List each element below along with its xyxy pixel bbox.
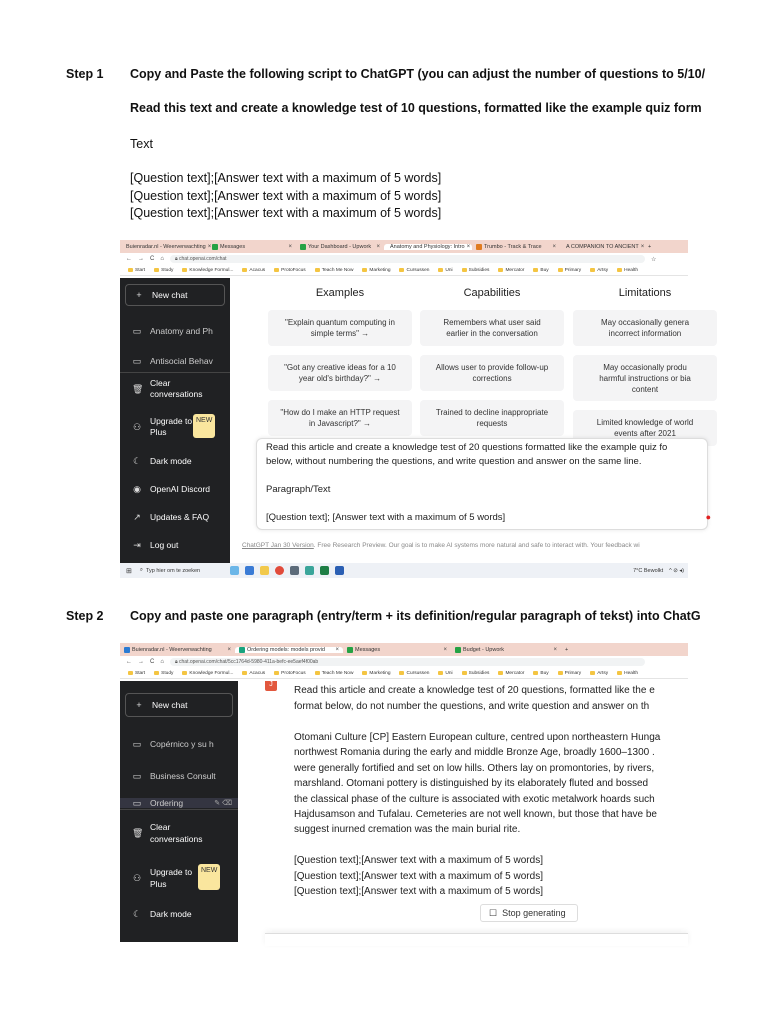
- chrome-icon[interactable]: [275, 566, 284, 575]
- discord-link[interactable]: ◉ OpenAI Discord: [133, 483, 210, 494]
- system-tray-icon[interactable]: ^ ⊘ ◂): [669, 567, 684, 574]
- limitation-card: Limited knowledge of world events after 2021: [573, 410, 717, 446]
- prompt-input-box[interactable]: [256, 438, 711, 530]
- browser-tab[interactable]: Messages ×: [343, 647, 451, 653]
- bookmark[interactable]: Artsy: [590, 268, 608, 273]
- chat-history-item[interactable]: ▭ Antisocial Behav: [132, 355, 213, 366]
- bookmark[interactable]: Health: [617, 268, 638, 273]
- bookmark[interactable]: Artsy: [590, 671, 608, 676]
- user-icon: ⚇: [132, 421, 142, 432]
- chat-input-box[interactable]: [265, 933, 688, 946]
- upgrade-plus-button[interactable]: ⚇ Upgrade to Plus: [132, 416, 193, 437]
- bookmark[interactable]: Buy: [533, 268, 548, 273]
- limitation-card: May occasionally genera incorrect information: [573, 310, 717, 346]
- step2-instruction: Copy and paste one paragraph (entry/term + its definition/regular paragraph of tekst) into ChatG: [130, 609, 701, 623]
- logout-icon: ⇥: [133, 539, 141, 550]
- version-link[interactable]: ChatGPT Jan 30 Version: [242, 542, 314, 549]
- send-icon[interactable]: ●: [705, 512, 711, 522]
- sidebar-divider: [120, 809, 238, 810]
- browser-tab[interactable]: Your Dashboard - Upwork ×: [296, 244, 384, 250]
- taskbar-search[interactable]: ⌕ Typ hier om te zoeken: [139, 567, 201, 574]
- screenshot-1: [120, 240, 711, 578]
- folder-icon: [315, 671, 320, 675]
- browser-tab-active[interactable]: Ordering models: models provid ×: [235, 647, 343, 653]
- trash-icon: 🗑︎: [132, 383, 144, 394]
- close-icon[interactable]: ×: [640, 243, 645, 250]
- step2-label: Step 2: [66, 609, 104, 623]
- step1-text-label: Text: [130, 137, 153, 151]
- close-icon[interactable]: ×: [227, 646, 231, 653]
- step1-instruction: Copy and Paste the following script to ChatGPT (you can adjust the number of questions to 5/10/: [130, 67, 706, 81]
- capability-card: Allows user to provide follow-up corrections: [420, 355, 564, 391]
- chat-bubble-icon: ▭: [132, 355, 142, 366]
- folder-icon: [274, 671, 279, 675]
- new-badge: NEW: [198, 864, 220, 890]
- bookmark[interactable]: Cursussen: [399, 671, 429, 676]
- chat-bubble-icon: ▭: [132, 797, 142, 808]
- upgrade-plus-button[interactable]: ⚇ Upgrade to Plus: [132, 867, 193, 889]
- forward-icon[interactable]: →: [138, 256, 144, 262]
- browser-tab[interactable]: Trumbo - Track & Trace ×: [472, 244, 560, 250]
- bookmark[interactable]: Primary: [558, 671, 582, 676]
- message-line: the classical phase of the culture is associated with exotic metalwork hoards such: [294, 794, 655, 805]
- close-icon[interactable]: ×: [288, 243, 292, 250]
- discord-icon: ◉: [133, 483, 141, 494]
- limitation-card: May occasionally produ harmful instructions or bia content: [573, 355, 717, 401]
- folder-icon: [399, 268, 404, 272]
- chat-bubble-icon: ▭: [132, 325, 142, 336]
- bookmark[interactable]: Buy: [533, 671, 548, 676]
- capabilities-heading: Capabilities: [463, 287, 521, 299]
- folder-icon: [438, 671, 443, 675]
- bookmark[interactable]: Teach Me Now: [315, 268, 354, 273]
- message-line: marshland. Otomani pottery is distinguished by its elaborately fluted and bossed: [294, 778, 649, 789]
- lock-icon: 🔒︎: [174, 659, 180, 665]
- folder-icon: [498, 671, 503, 675]
- favicon-icon: [347, 647, 353, 653]
- folder-icon: [590, 671, 595, 675]
- close-icon[interactable]: ×: [443, 646, 447, 653]
- trash-icon: 🗑︎: [132, 827, 144, 838]
- app-icon[interactable]: [260, 566, 269, 575]
- dark-mode-toggle[interactable]: ☾ Dark mode: [132, 455, 192, 466]
- example-card[interactable]: "Got any creative ideas for a 10 year old's birthday?" →: [268, 355, 412, 391]
- browser-tabbar: [120, 240, 688, 253]
- home-icon[interactable]: ⌂: [160, 256, 164, 262]
- browser-tab[interactable]: Buienradar.nl - Weerverwachting ×: [120, 647, 235, 653]
- step1-label: Step 1: [66, 67, 104, 81]
- template-line: [Question text];[Answer text with a maximum of 5 words]: [130, 189, 442, 203]
- message-line: Read this article and create a knowledge test of 20 questions, formatted like the e: [294, 685, 655, 696]
- clear-conversations-button[interactable]: 🗑︎ Clear conversations: [132, 822, 203, 844]
- favicon-icon: [455, 647, 461, 653]
- bookmark[interactable]: Subsidies: [462, 671, 490, 676]
- chat-history-item[interactable]: ▭ Anatomy and Ph: [132, 325, 213, 336]
- browser-tab[interactable]: A COMPANION TO ANCIENT ×: [566, 243, 645, 250]
- plus-icon: +: [136, 700, 142, 710]
- bookmark[interactable]: Mercator: [498, 268, 524, 273]
- close-icon[interactable]: ×: [552, 243, 556, 250]
- folder-icon: [617, 671, 622, 675]
- folder-icon: [533, 268, 538, 272]
- browser-tabbar: [120, 643, 688, 656]
- folder-icon: [558, 671, 563, 675]
- app-icon[interactable]: [230, 566, 239, 575]
- folder-icon: [438, 268, 443, 272]
- url-input[interactable]: 🔒︎ chat.openai.com/chat: [170, 255, 645, 263]
- message-line: [Question text];[Answer text with a maximum of 5 words]: [294, 855, 543, 866]
- back-icon[interactable]: ←: [126, 256, 132, 262]
- app-icon[interactable]: [245, 566, 254, 575]
- bookmarks-bar: [120, 668, 688, 679]
- template-line: [Question text];[Answer text with a maximum of 5 words]: [130, 206, 442, 220]
- close-icon[interactable]: ×: [207, 243, 212, 250]
- example-card[interactable]: "How do I make an HTTP request in Javascript?" →: [268, 400, 412, 436]
- browser-tab-active[interactable]: Anatomy and Physiology: Intro ×: [384, 244, 472, 250]
- template-line: [Question text];[Answer text with a maximum of 5 words]: [130, 171, 442, 185]
- chat-sidebar: [120, 681, 238, 942]
- lock-icon: 🔒︎: [174, 256, 180, 262]
- bookmark[interactable]: Teach Me Now: [315, 671, 354, 676]
- user-avatar: J: [265, 681, 277, 691]
- browser-tab[interactable]: Budget - Upwork ×: [451, 647, 561, 653]
- star-icon[interactable]: ☆: [650, 256, 657, 263]
- sidebar-divider: [120, 372, 230, 373]
- new-tab-icon[interactable]: +: [648, 243, 652, 250]
- limitations-heading: Limitations: [618, 287, 672, 299]
- examples-heading: Examples: [315, 287, 365, 299]
- close-icon[interactable]: ×: [376, 243, 380, 250]
- favicon-icon: [124, 647, 130, 653]
- reload-icon[interactable]: C: [150, 659, 155, 665]
- forward-icon[interactable]: →: [138, 659, 144, 665]
- folder-icon: [462, 268, 467, 272]
- folder-icon: [182, 268, 187, 272]
- search-icon: ⌕: [139, 567, 143, 573]
- new-chat-button[interactable]: + New chat: [125, 693, 233, 717]
- folder-icon: [362, 671, 367, 675]
- chat-bubble-icon: ▭: [132, 738, 142, 749]
- prompt-line: [Question text]; [Answer text with a maximum of 5 words]: [266, 512, 506, 523]
- bookmark[interactable]: Health: [617, 671, 638, 676]
- folder-icon: [462, 671, 467, 675]
- folder-icon: [128, 671, 133, 675]
- folder-icon: [274, 268, 279, 272]
- prompt-line: Paragraph/Text: [266, 484, 331, 495]
- word-icon[interactable]: [335, 566, 344, 575]
- new-tab-icon[interactable]: +: [565, 646, 569, 653]
- dark-mode-toggle[interactable]: ☾ Dark mode: [132, 908, 192, 919]
- example-card[interactable]: "Explain quantum computing in simple terms" →: [268, 310, 412, 346]
- back-icon[interactable]: ←: [126, 659, 132, 665]
- message-line: were generally fortified and set on low hills. Others lay on promontories, by rivers,: [294, 763, 655, 774]
- browser-tab[interactable]: Buienradar.nl - Weerverwachting ×: [126, 243, 212, 250]
- stop-icon: ☐: [489, 907, 498, 918]
- user-icon: ⚇: [132, 872, 142, 883]
- weather-widget[interactable]: 7°C Bewolkt: [633, 567, 664, 574]
- message-line: suggest inurned cremation was the main burial rite.: [294, 824, 521, 835]
- favicon-icon: [300, 244, 306, 250]
- bookmark[interactable]: Start: [128, 268, 145, 273]
- step1-prompt: Read this text and create a knowledge test of 10 questions, formatted like the example quiz form: [130, 101, 702, 115]
- bookmark[interactable]: Subsidies: [462, 268, 490, 273]
- windows-taskbar: [120, 563, 688, 578]
- stop-generating-button[interactable]: ☐ Stop generating: [480, 904, 578, 922]
- reload-icon[interactable]: C: [150, 256, 155, 262]
- bookmark[interactable]: Uni: [438, 671, 452, 676]
- browser-tab[interactable]: Messages ×: [208, 244, 296, 250]
- chat-history-item[interactable]: ▭ Business Consult: [132, 770, 216, 781]
- message-line: northwest Romania during the early and middle Bronze Age, broadly 1600–1300 .: [294, 747, 655, 758]
- prompt-line: below, without numbering the questions, and write question and answer on the same line.: [266, 456, 642, 467]
- external-link-icon: ↗: [133, 511, 141, 522]
- close-icon[interactable]: ×: [553, 646, 557, 653]
- screenshot-2: [120, 643, 688, 942]
- new-chat-button[interactable]: + New chat: [125, 284, 225, 306]
- footer-note: ChatGPT Jan 30 Version. Free Research Preview. Our goal is to make AI systems more natural and safe to interact with. Your feedback wi: [242, 542, 640, 549]
- bookmark[interactable]: Cursussen: [399, 268, 429, 273]
- bookmark[interactable]: ProtoFocus: [274, 671, 306, 676]
- chat-history-item-active[interactable]: ▭ Ordering ✎ ⌫: [120, 798, 238, 808]
- bookmark[interactable]: Marketing: [362, 671, 390, 676]
- bookmark[interactable]: Knowledge Formul...: [182, 268, 233, 273]
- address-bar: [120, 253, 688, 265]
- excel-icon[interactable]: [320, 566, 329, 575]
- folder-icon: [128, 268, 133, 272]
- folder-icon: [617, 268, 622, 272]
- url-input[interactable]: 🔒︎ chat.openai.com/chat/5cc1764d-5980-411a-befc-ee5aef4f00ab: [170, 658, 645, 666]
- moon-icon: ☾: [132, 908, 142, 919]
- message-line: format below, do not number the questions, and write question and answer on th: [294, 701, 650, 712]
- bookmark[interactable]: Acacus: [242, 268, 265, 273]
- prompt-line: Read this article and create a knowledge test of 20 questions formatted like the example quiz fo: [266, 442, 668, 453]
- bookmark[interactable]: ProtoFocus: [274, 268, 306, 273]
- home-icon[interactable]: ⌂: [160, 659, 164, 665]
- message-line: Hajdusamson and Tufalau. Cemeteries are not well known, but those that have be: [294, 809, 657, 820]
- bookmark[interactable]: Knowledge Formul...: [182, 671, 233, 676]
- bookmarks-bar: [120, 265, 688, 276]
- chat-history-item[interactable]: ▭ Copérnico y su h: [132, 738, 214, 749]
- app-icon[interactable]: [305, 566, 314, 575]
- folder-icon: [590, 268, 595, 272]
- chat-sidebar: [120, 278, 230, 563]
- bookmark[interactable]: Marketing: [362, 268, 390, 273]
- folder-icon: [182, 671, 187, 675]
- edit-icon[interactable]: ✎ ⌫: [214, 800, 232, 807]
- app-icon[interactable]: [290, 566, 299, 575]
- windows-start-icon[interactable]: ⊞: [126, 567, 132, 575]
- bookmark[interactable]: Acacus: [242, 671, 265, 676]
- logout-button[interactable]: ⇥ Log out: [133, 539, 179, 550]
- folder-icon: [315, 268, 320, 272]
- folder-icon: [242, 268, 247, 272]
- folder-icon: [154, 671, 159, 675]
- clear-conversations-button[interactable]: 🗑︎ Clear conversations: [132, 378, 203, 399]
- folder-icon: [498, 268, 503, 272]
- folder-icon: [399, 671, 404, 675]
- capability-card: Remembers what user said earlier in the conversation: [420, 310, 564, 346]
- bookmark[interactable]: Primary: [558, 268, 582, 273]
- favicon-icon: [239, 647, 245, 653]
- updates-faq-link[interactable]: ↗ Updates & FAQ: [133, 511, 210, 522]
- new-badge: NEW: [193, 414, 215, 438]
- bookmark[interactable]: Uni: [438, 268, 452, 273]
- favicon-icon: [476, 244, 482, 250]
- folder-icon: [533, 671, 538, 675]
- address-bar: [120, 656, 688, 668]
- message-line: [Question text];[Answer text with a maximum of 5 words]: [294, 886, 543, 897]
- moon-icon: ☾: [132, 455, 142, 466]
- bookmark[interactable]: Study: [154, 268, 173, 273]
- capability-card: Trained to decline inappropriate requests: [420, 400, 564, 436]
- bookmark[interactable]: Mercator: [498, 671, 524, 676]
- chat-bubble-icon: ▭: [132, 770, 142, 781]
- bookmark[interactable]: Start: [128, 671, 145, 676]
- close-icon[interactable]: ×: [335, 646, 339, 653]
- favicon-icon: [212, 244, 218, 250]
- plus-icon: +: [136, 290, 142, 300]
- folder-icon: [362, 268, 367, 272]
- folder-icon: [242, 671, 247, 675]
- message-line: Otomani Culture [CP] Eastern European culture, centred upon northeastern Hunga: [294, 732, 661, 743]
- message-line: [Question text];[Answer text with a maximum of 5 words]: [294, 871, 543, 882]
- close-icon[interactable]: ×: [466, 243, 471, 250]
- folder-icon: [558, 268, 563, 272]
- bookmark[interactable]: Study: [154, 671, 173, 676]
- folder-icon: [154, 268, 159, 272]
